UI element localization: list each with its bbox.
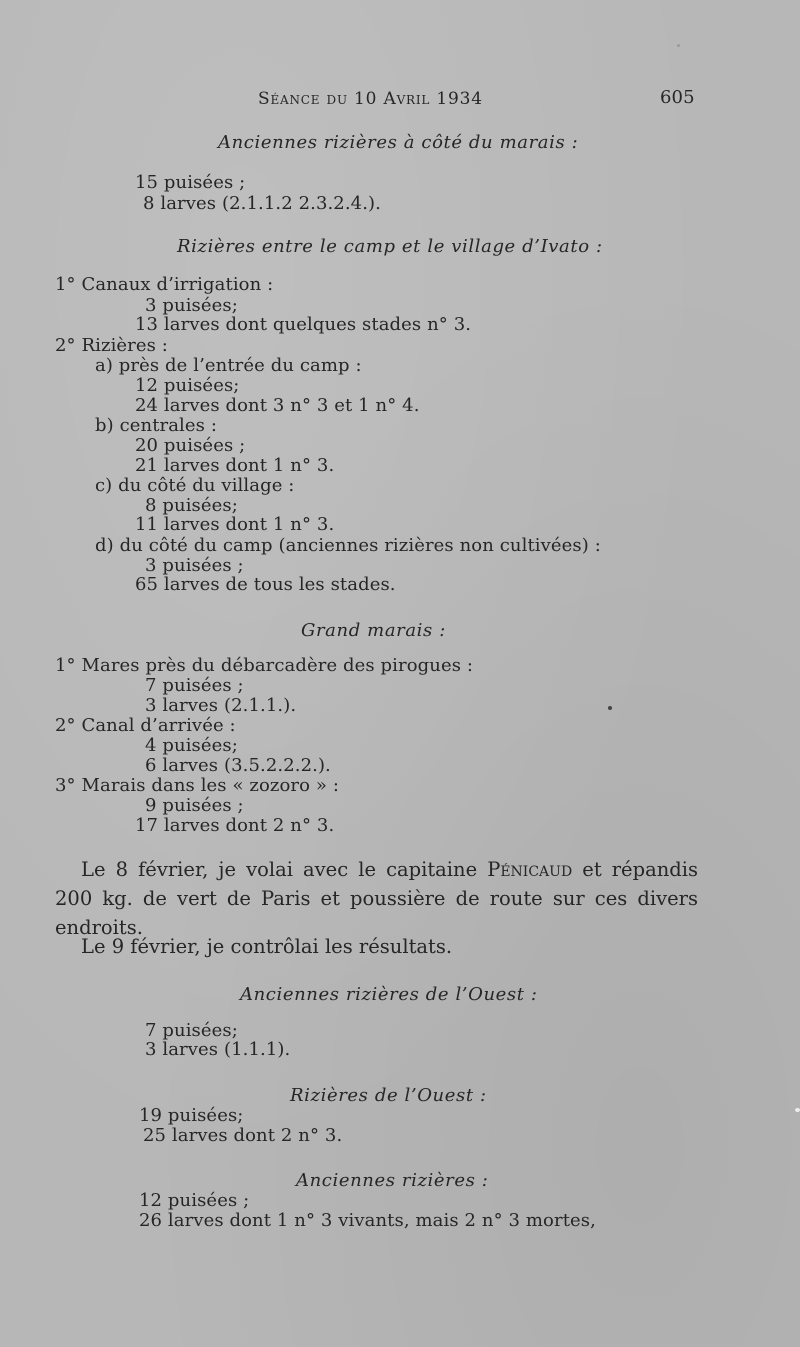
entry-line: 9 puisées ; [145, 795, 244, 816]
entry-line: a) près de l’entrée du camp : [95, 355, 362, 376]
entry-line: 12 puisées ; [139, 1190, 250, 1211]
entry-line: 2° Canal d’arrivée : [55, 715, 236, 736]
page-number: 605 [660, 87, 695, 108]
entry-line: 24 larves dont 3 n° 3 et 1 n° 4. [135, 395, 420, 416]
entry-line: 7 puisées ; [145, 675, 244, 696]
section-heading: Anciennes rizières à côté du marais : [218, 132, 579, 153]
entry-line: 8 larves (2.1.1.2 2.3.2.4.). [143, 193, 382, 214]
entry-line: 3 puisées; [145, 295, 238, 316]
section-heading: Rizières entre le camp et le village d’Ivato : [177, 236, 603, 257]
body-paragraph: Le 8 février, je volai avec le capitaine Pénicaud et répandis 200 kg. de vert de Paris et poussière de route sur ces divers endroits. [55, 858, 698, 939]
entry-line: 20 puisées ; [135, 435, 246, 456]
entry-line: 8 puisées; [145, 495, 238, 516]
entry-line: 3 puisées ; [145, 555, 244, 576]
entry-line: d) du côté du camp (anciennes rizières non cultivées) : [95, 535, 601, 556]
entry-line: 7 puisées; [145, 1020, 238, 1041]
entry-line: 13 larves dont quelques stades n° 3. [135, 314, 472, 335]
entry-line: 25 larves dont 2 n° 3. [143, 1125, 343, 1146]
entry-line: 12 puisées; [135, 375, 240, 396]
entry-line: 6 larves (3.5.2.2.2.). [145, 755, 331, 776]
entry-line: 4 puisées; [145, 735, 238, 756]
entry-line: 1° Canaux d’irrigation : [55, 274, 274, 295]
entry-line: c) du côté du village : [95, 475, 295, 496]
paper-speck [677, 44, 680, 47]
entry-line: 65 larves de tous les stades. [135, 574, 396, 595]
entry-line: 3 larves (1.1.1). [145, 1039, 291, 1060]
entry-line: 3 larves (2.1.1.). [145, 695, 297, 716]
body-paragraph: Le 9 février, je contrôlai les résultats. [81, 935, 453, 958]
entry-line: 1° Mares près du débarcadère des pirogues : [55, 655, 474, 676]
entry-line: 26 larves dont 1 n° 3 vivants, mais 2 n° 3 mortes, [139, 1210, 596, 1231]
paper-speck [795, 1108, 800, 1112]
entry-line: 17 larves dont 2 n° 3. [135, 815, 335, 836]
entry-line: 19 puisées; [139, 1105, 244, 1126]
section-heading: Anciennes rizières : [296, 1170, 489, 1191]
entry-line: 3° Marais dans les « zozoro » : [55, 775, 339, 796]
entry-line: 15 puisées ; [135, 172, 246, 193]
paper-speck [608, 706, 612, 710]
section-heading: Grand marais : [301, 620, 446, 641]
entry-line: 2° Rizières : [55, 335, 168, 356]
person-name: Pénicaud [487, 858, 573, 881]
section-heading: Anciennes rizières de l’Ouest : [240, 984, 538, 1005]
entry-line: b) centrales : [95, 415, 217, 436]
entry-line: 21 larves dont 1 n° 3. [135, 455, 335, 476]
entry-line: 11 larves dont 1 n° 3. [135, 514, 335, 535]
section-heading: Rizières de l’Ouest : [290, 1085, 487, 1106]
running-title: Séance du 10 Avril 1934 [258, 89, 483, 109]
